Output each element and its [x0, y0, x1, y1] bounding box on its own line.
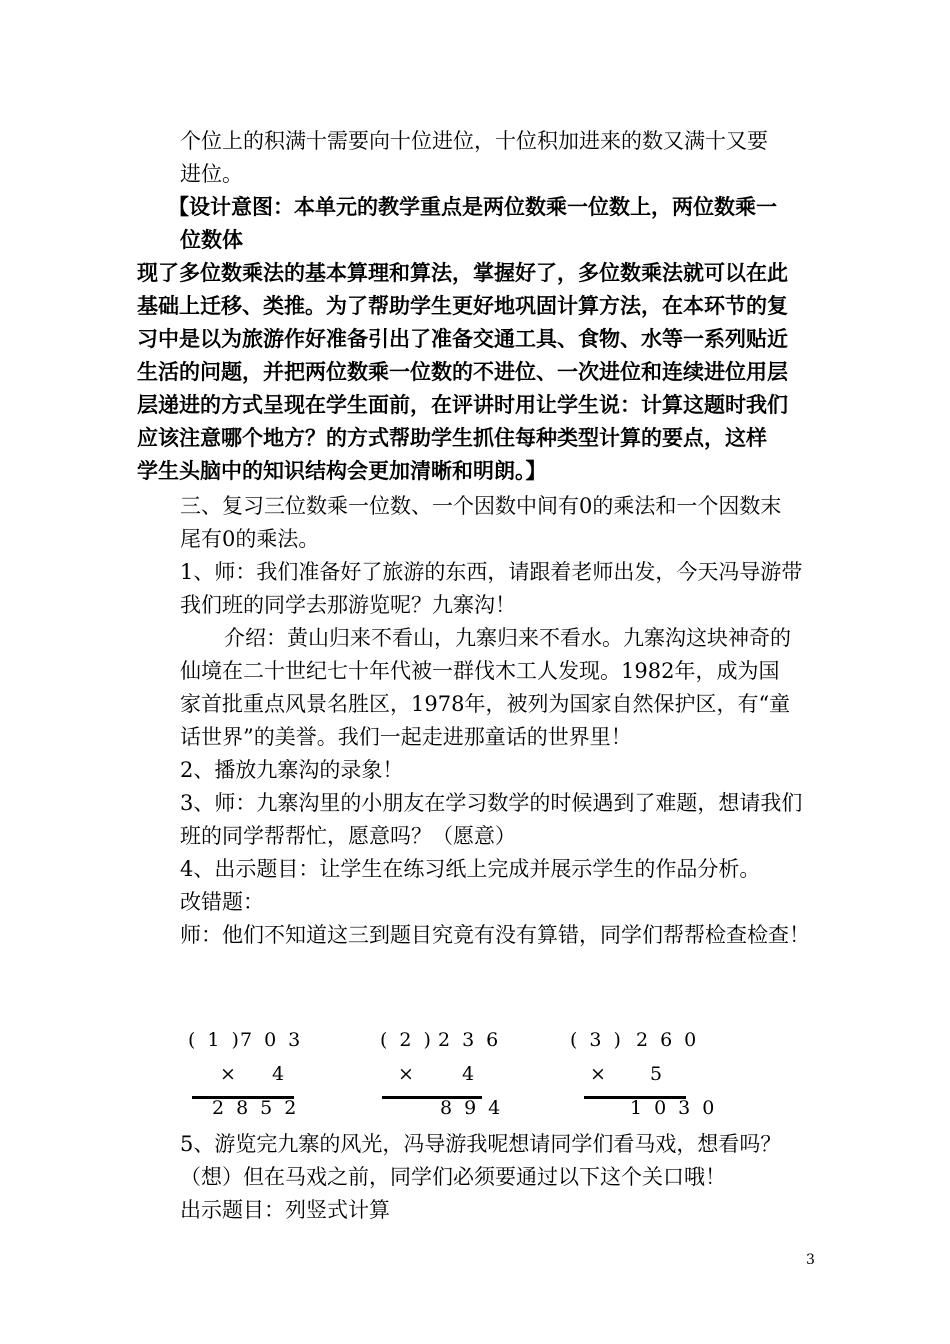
problem-2-result: 894 [440, 1097, 513, 1119]
fix-errors-title: 改错题： [180, 890, 264, 914]
item2-text: 2、播放九寨沟的录象！ [180, 758, 404, 782]
item5-line-2: （想）但在马戏之前，同学们必须要通过以下这个关口哦！ [180, 1165, 726, 1189]
item1-line-1: 1、师：我们准备好了旅游的东西，请跟着老师出发，今天冯导游带 [180, 560, 803, 584]
show-problem-title: 出示题目：列竖式计算 [180, 1198, 390, 1222]
intro-line-1: 介绍：黄山归来不看山，九寨归来不看水。九寨沟这块神奇的 [224, 626, 791, 650]
intro-line-2: 仙境在二十世纪七十年代被一群伐木工人发现。1982年，成为国 [180, 659, 780, 683]
item5-line-1: 5、游览完九寨的风光，冯导游我呢想请同学们看马戏，想看吗？ [180, 1132, 782, 1156]
carry-paragraph-line-1: 个位上的积满十需要向十位进位，十位积加进来的数又满十又要 [180, 129, 768, 153]
problem-1-label: (1) [188, 1029, 251, 1051]
design-intent-line-8: 应该注意哪个地方？的方式帮助学生抓住每种类型计算的要点，这样 [137, 426, 767, 450]
teacher-check-text: 师：他们不知道这三到题目究竟有没有算错，同学们帮帮检查检查！ [180, 923, 810, 947]
problem-2-multiplier: 4 [462, 1063, 487, 1085]
page-number: 3 [806, 1252, 815, 1268]
intro-line-3: 家首批重点风景名胜区，1978年，被列为国家自然保护区，有“童 [180, 692, 791, 716]
problem-3-operator: × [590, 1063, 618, 1085]
problem-1-result: 2852 [212, 1097, 309, 1119]
design-intent-line-9: 学生头脑中的知识结构会更加清晰和明朗。】 [137, 459, 547, 483]
design-intent-line-2: 位数体 [180, 228, 243, 252]
section3-line-1: 三、复习三位数乘一位数、一个因数中间有0的乘法和一个因数末 [180, 494, 782, 518]
design-intent-line-6: 生活的问题，并把两位数乘一位数的不进位、一次进位和连续进位用层 [137, 360, 788, 384]
problem-2-label: (2) [380, 1029, 443, 1051]
problem-3-result: 1030 [630, 1097, 727, 1119]
design-intent-line-4: 基础上迁移、类推。为了帮助学生更好地巩固计算方法，在本环节的复 [137, 294, 788, 318]
problem-2-multiplicand: 236 [438, 1029, 511, 1051]
item1-line-2: 我们班的同学去那游览呢？九寨沟！ [180, 593, 516, 617]
section3-line-2: 尾有0的乘法。 [180, 527, 320, 551]
design-intent-line-3: 现了多位数乘法的基本算理和算法，掌握好了，多位数乘法就可以在此 [137, 261, 788, 285]
item3-line-2: 班的同学帮帮忙，愿意吗？（愿意） [180, 824, 516, 848]
problem-3-label: (3) [570, 1029, 633, 1051]
problem-3-multiplier: 5 [650, 1063, 675, 1085]
problem-1-multiplier: 4 [272, 1063, 297, 1085]
carry-paragraph-line-2: 进位。 [180, 162, 243, 186]
design-intent-line-7: 层递进的方式呈现在学生面前，在评讲时用让学生说：计算这题时我们 [137, 393, 788, 417]
intro-line-4: 话世界”的美誉。我们一起走进那童话的世界里！ [180, 725, 632, 749]
item3-line-1: 3、师：九寨沟里的小朋友在学习数学的时候遇到了难题，想请我们 [180, 791, 803, 815]
problem-1-operator: × [220, 1063, 248, 1085]
problem-2-operator: × [398, 1063, 426, 1085]
problem-1-multiplicand: 703 [240, 1029, 313, 1051]
problem-3-multiplicand: 260 [636, 1029, 709, 1051]
design-intent-line-1: 【设计意图：本单元的教学重点是两位数乘一位数上，两位数乘一 [168, 195, 777, 219]
item4-text: 4、出示题目：让学生在练习纸上完成并展示学生的作品分析。 [180, 857, 761, 881]
design-intent-line-5: 习中是以为旅游作好准备引出了准备交通工具、食物、水等一系列贴近 [137, 327, 788, 351]
